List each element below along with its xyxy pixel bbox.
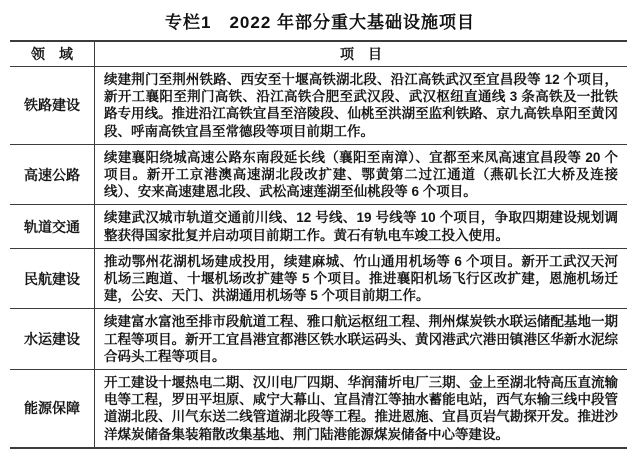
column-header-project: 项 目: [340, 46, 382, 62]
row-field-label: 轨道交通: [10, 205, 95, 247]
table-row-civil-aviation: [10, 249, 627, 310]
row-project-text: 续建襄阳绕城高速公路东南段延长线（襄阳至南漳）、宜都至来凤高速宜昌段等 20 个项目。新开工京港澳高速湖北段改扩建、鄂黄第二过江通道（燕矶长江大桥及连接线）、安来高速建恩北段、武松高速莲湖至仙桃段等 6 个项目。: [104, 149, 618, 200]
table-header-row: [10, 42, 627, 67]
row-project-text: 续建荆门至荆州铁路、西安至十堰高铁湖北段、沿江高铁武汉至宜昌段等 12 个项目，新开工襄阳至荆门高铁、沿江高铁合肥至武汉段、武汉枢纽直通线 3 条高铁及一批铁路专用线。推进沿江高铁宜昌至涪陵段、仙桃至洪湖至监利铁路、京九高铁阜阳至黄冈段、呼南高铁宜昌至常德段等项目前期工作。: [104, 72, 618, 139]
row-field-label: 水运建设: [10, 309, 95, 369]
projects-table: [10, 40, 627, 449]
table-row-expressway: [10, 145, 627, 206]
table-row-water-transport: [10, 309, 627, 370]
row-project-text: 推动鄂州花湖机场建成投用，续建麻城、竹山通用机场等 6 个项目。新开工武汉天河机场三跑道、十堰机场改扩建等 5 个项目。推进襄阳机场飞行区改扩建，恩施机场迁建，公安、天门、洪湖通用机场等 5 个项目前期工作。: [104, 253, 618, 304]
table-row-energy-security: [10, 370, 627, 447]
row-field-label: 民航建设: [10, 249, 95, 309]
row-project-text: 续建武汉城市轨道交通前川线、12 号线、19 号线等 10 个项目，争取四期建设规划调整获得国家批复并启动项目前期工作。黄石有轨电车竣工投入使用。: [104, 210, 618, 243]
row-field-label: 高速公路: [10, 145, 95, 205]
page-title: 专栏1 2022 年部分重大基础设施项目: [165, 13, 475, 32]
column-header-field: 领 域: [10, 42, 95, 66]
row-project-text: 续建富水富池至排市段航道工程、雅口航运枢纽工程、荆州煤炭铁水联运储配基地一期工程等项目。新开工宜昌港宜都港区铁水联运码头、黄冈港武穴港田镇港区华新水泥综合码头工程等项目。: [104, 314, 618, 364]
table-row-railway: [10, 67, 627, 145]
row-field-label: 能源保障: [10, 370, 95, 447]
row-field-label: 铁路建设: [10, 67, 95, 144]
row-project-text: 开工建设十堰热电二期、汉川电厂四期、华润蒲圻电厂三期、金上至湖北特高压直流输电等工程，罗田平坦原、咸宁大幕山、宜昌清江等抽水蓄能电站，西气东输三线中段管道湖北段、川气东送二线管道湖北段等工程。推进恩施、宜昌页岩气勘探开发。推进沙洋煤炭储备集装箱散改集基地、荆门陆港能源煤炭储备中心等建设。: [104, 375, 618, 442]
table-row-rail-transit: [10, 205, 627, 248]
